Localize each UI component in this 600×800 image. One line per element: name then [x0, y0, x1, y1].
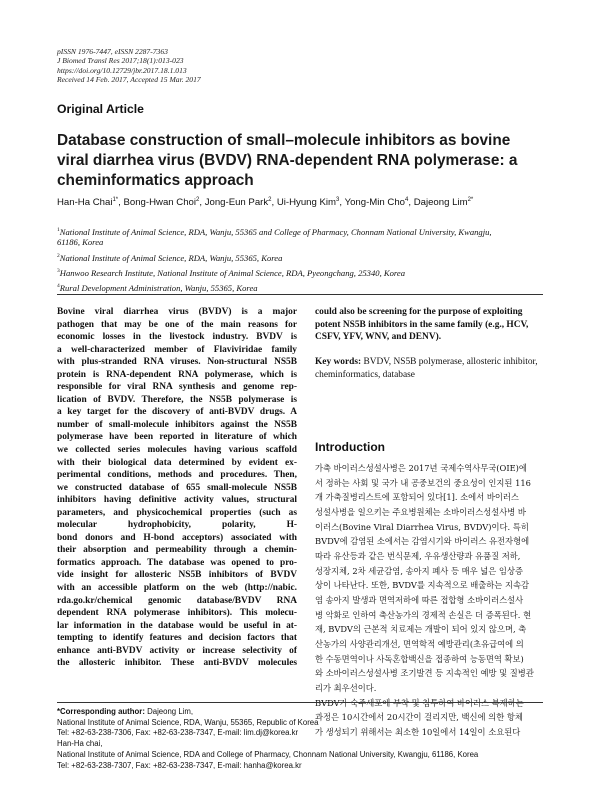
divider — [57, 294, 543, 295]
abstract-line: responsible for viral RNA synthesis and genome rep- — [57, 382, 297, 393]
abstract-line: pathogen that may be one of the main reasons for — [57, 319, 297, 330]
abstract-line: the allosteric inhibitor. These anti-BVDV molecules — [57, 658, 297, 669]
affiliation — [57, 225, 557, 248]
introduction-line: BVDV가 숙주세포에 부착 및 침투하여 바이러스 복제하는 — [315, 697, 524, 708]
abstract-line: formatics approach. The database was opened to pro- — [57, 557, 297, 568]
abstract-line: with plus-stranded RNA viruses. Non-structural NS5B — [57, 357, 297, 368]
abstract-line: with an accessible platform on the web (http://nabic. — [57, 583, 297, 594]
introduction-line: 와 소바이러스성설사병 조기발견 등 지속적인 예방 및 질병관 — [315, 668, 534, 679]
abstract-line: lication of BVDV. Therefore, the NS5B polymerase is — [57, 394, 297, 405]
abstract-line: rda.go.kr/chemical genomic database/BVDV RNA — [57, 595, 297, 606]
abstract-line: potent NS5B inhibitors in the same family (e.g., HCV, — [315, 319, 529, 330]
introduction-line: 재, BVDV의 근본적 치료제는 개발이 되어 있지 않으며, 축 — [315, 624, 527, 635]
abstract-line: dependent RNA polymerase inhibitors). This molecu- — [57, 608, 297, 619]
affiliation-number: 4 — [57, 283, 60, 290]
abstract-line: vide insight for allosteric NS5B inhibitors of BVDV — [57, 570, 297, 581]
introduction-line: 상이 나타난다. 또한, BVDV를 지속적으로 배출하는 지속감 — [315, 580, 529, 591]
author-sep: , — [408, 197, 414, 209]
introduction-line: 성장지체, 2차 세균감염, 송아지 폐사 등 매우 넓은 임상증 — [315, 565, 523, 576]
introduction-line: 병 악화로 인하여 축산농가의 경제적 손실은 더 증폭된다. 현 — [315, 609, 532, 620]
introduction-line: 리가 최우선이다. — [315, 682, 377, 693]
affiliation-text: Hanwoo Research Institute, National Institute of Animal Science, RDA, Pyeongchang, 25340, Korea — [59, 267, 406, 278]
author-affil-mark: 2* — [467, 197, 474, 203]
correspondence-label: *Corresponding author: — [57, 707, 145, 716]
author-name: Bong-Hwan Choi — [123, 197, 197, 209]
abstract-line: economic losses in the livestock industry. BVDV is — [57, 332, 297, 343]
affiliation-number: 1 — [57, 227, 60, 233]
abstract-line: enhance anti-BVDV activity or increase selectivity of — [57, 645, 297, 656]
journal-issn: pISSN 1976-7447, eISSN 2287-7363 — [57, 47, 168, 56]
introduction-line: 한 수동면역이나 사독혼합백신을 접종하여 능동면역 확보) — [315, 653, 524, 664]
keywords-text: BVDV, NS5B polymerase, allosteric inhibitor, — [361, 357, 538, 367]
author-name: Han-Ha Chai — [57, 197, 113, 209]
abstract-line: we collected series molecules having various scaffold — [57, 445, 297, 456]
introduction-line: 산농가의 사양관리개선, 면역학적 예방관리(초유급여에 의 — [315, 638, 524, 649]
abstract-line: a key target for the discovery of anti-BVDV drugs. A — [57, 407, 297, 418]
abstract-line: could also be screening for the purpose of exploiting — [315, 307, 523, 317]
abstract-line: tempting to identify features and decision factors that — [57, 633, 297, 644]
affiliation — [57, 251, 557, 263]
introduction-heading: Introduction — [315, 440, 385, 454]
author-sep: , — [199, 197, 205, 209]
introduction-line: 따라 유산등과 같은 번식문제, 우유생산량과 유품질 저하, — [315, 550, 521, 561]
author-name: Dajeong Lim — [413, 197, 468, 209]
corresponding-author-contact: Tel: +82-63-238-7307, Fax: +82-63-238-7347, E-mail: hanha@korea.kr — [57, 760, 302, 770]
affiliation-text: 61186, Korea — [57, 237, 104, 248]
affiliation-text: National Institute of Animal Science, RDA, Wanju, 55365 and College of Pharmacy, Chonnam National University, Kwangju, — [59, 226, 492, 237]
author-sep: , — [118, 197, 124, 209]
keywords — [315, 356, 545, 381]
author-list — [57, 197, 557, 208]
abstract-line: their absorption and permeability through a chemin- — [57, 545, 297, 556]
affiliation-text: National Institute of Animal Science, RDA, Wanju, 55365, Korea — [59, 252, 283, 263]
introduction-line: 가축 바이러스성설사병은 2017년 국제수역사무국(OIE)에 — [315, 463, 527, 473]
author-affil-mark: 3 — [336, 197, 340, 203]
introduction-line: 이러스(Bovine Viral Diarrhea Virus, BVDV)이다. 특히 — [315, 521, 529, 532]
footnote-divider — [57, 702, 543, 703]
abstract-line: bond donors and H-bond acceptors) associated with — [57, 532, 297, 543]
corresponding-author-contact: Tel: +82-63-238-7306, Fax: +82-63-238-7347, E-mail: lim.dj@korea.kr — [57, 728, 299, 738]
abstract-line: a well-characterized member of Flaviviridae family — [57, 344, 297, 355]
introduction-line: 개 가축질병리스트에 포함되어 있다[1]. 소에서 바이러스 — [315, 492, 519, 503]
abstract-line: inhibitors having definitive activity values, structural — [57, 495, 297, 506]
affiliation-text: Rural Development Administration, Wanju, 55365, Korea — [59, 283, 258, 294]
corresponding-author-institution: National Institute of Animal Science, RDA, Wanju, 55365, Republic of Korea — [57, 717, 319, 727]
abstract-line: lar information in the database would be useful in at- — [57, 620, 297, 631]
affiliation-number: 2 — [57, 252, 60, 259]
abstract-line: number of small-molecule inhibitors against the NS5B — [57, 419, 297, 430]
author-affil-mark: 2 — [268, 197, 272, 203]
author-sep: , — [271, 197, 277, 209]
journal-meta — [57, 47, 357, 85]
abstract-line: Bovine viral diarrhea virus (BVDV) is a major — [57, 307, 297, 317]
introduction-line: 염 송아지 발생과 면역저하에 따른 접합형 소바이러스설사 — [315, 594, 524, 605]
introduction-line: 가 생성되기 위해서는 최소한 10일에서 14일이 소요된다 — [315, 726, 521, 737]
corresponding-author-institution: National Institute of Animal Science, RDA and College of Pharmacy, Chonnam National University, Kwangju, 61186, Korea — [57, 749, 479, 759]
abstract-line: we constructed database of 655 small-molecule NS5B — [57, 482, 297, 493]
abstract-line: polymerase have been reported in literature of which — [57, 432, 297, 443]
author-affil-mark: 4 — [405, 197, 409, 203]
article-title — [57, 131, 557, 191]
affiliation-number: 3 — [57, 268, 60, 275]
introduction-line: 성설사병을 일으키는 주요병원체는 소바이러스성설사병 바 — [315, 506, 526, 517]
journal-citation: J Biomed Transl Res 2017;18(1):013-023 — [57, 56, 184, 66]
abstract — [57, 306, 297, 670]
abstract-line: perimental conditions, methods and procedures. Then, — [57, 470, 297, 481]
author-affil-mark: 1* — [112, 197, 119, 203]
affiliation — [57, 281, 557, 293]
author-sep: , — [339, 197, 345, 209]
title-line: cheminformatics approach — [57, 172, 254, 189]
author-name: Yong-Min Cho — [344, 197, 406, 209]
correspondence — [57, 707, 547, 771]
abstract-line: CSFV, YFV, WNV, and DENV). — [315, 332, 442, 343]
abstract-line: with their biological data determined by evident ex- — [57, 457, 297, 468]
introduction-line: 과정은 10시간에서 20시간이 걸리지만, 백신에 의한 항체 — [315, 712, 523, 723]
abstract-continued — [315, 306, 545, 344]
affiliation — [57, 266, 557, 278]
title-line: Database construction of small–molecule inhibitors as bovine — [57, 132, 511, 149]
abstract-line: molecular hydrophobicity, polarity, H- — [57, 520, 297, 531]
title-line: viral diarrhea virus (BVDV) RNA-dependent RNA polymerase: a — [57, 152, 518, 169]
author-name: Ui-Hyung Kim — [276, 197, 337, 209]
journal-doi-link[interactable]: https://doi.org/10.12729/jbr.2017.18.1.013 — [57, 65, 187, 75]
corresponding-author-name: Han-Ha chai, — [57, 739, 103, 749]
abstract-line: protein is RNA-dependent RNA polymerase, which is — [57, 369, 297, 380]
keywords-label: Key words: — [315, 357, 362, 367]
introduction-line: BVDV에 감염된 소에서는 감염시기와 바이러스 유전자형에 — [315, 536, 530, 547]
affiliation-list — [57, 225, 557, 297]
corresponding-author-name: Dajeong Lim, — [144, 707, 194, 716]
abstract-line: parameters, and physicochemical properties (such as — [57, 507, 297, 518]
article-type: Original Article — [57, 102, 144, 116]
keywords-text: cheminformatics, database — [315, 369, 415, 380]
journal-dates: Received 14 Feb. 2017, Accepted 15 Mar. 2017 — [57, 75, 201, 85]
author-affil-mark: 2 — [196, 197, 200, 203]
author-name: Jong-Eun Park — [204, 197, 269, 209]
introduction-line: 서 정하는 사회 및 국가 내 공중보건의 중요성이 인지된 116 — [315, 477, 531, 488]
introduction-body — [315, 461, 545, 739]
